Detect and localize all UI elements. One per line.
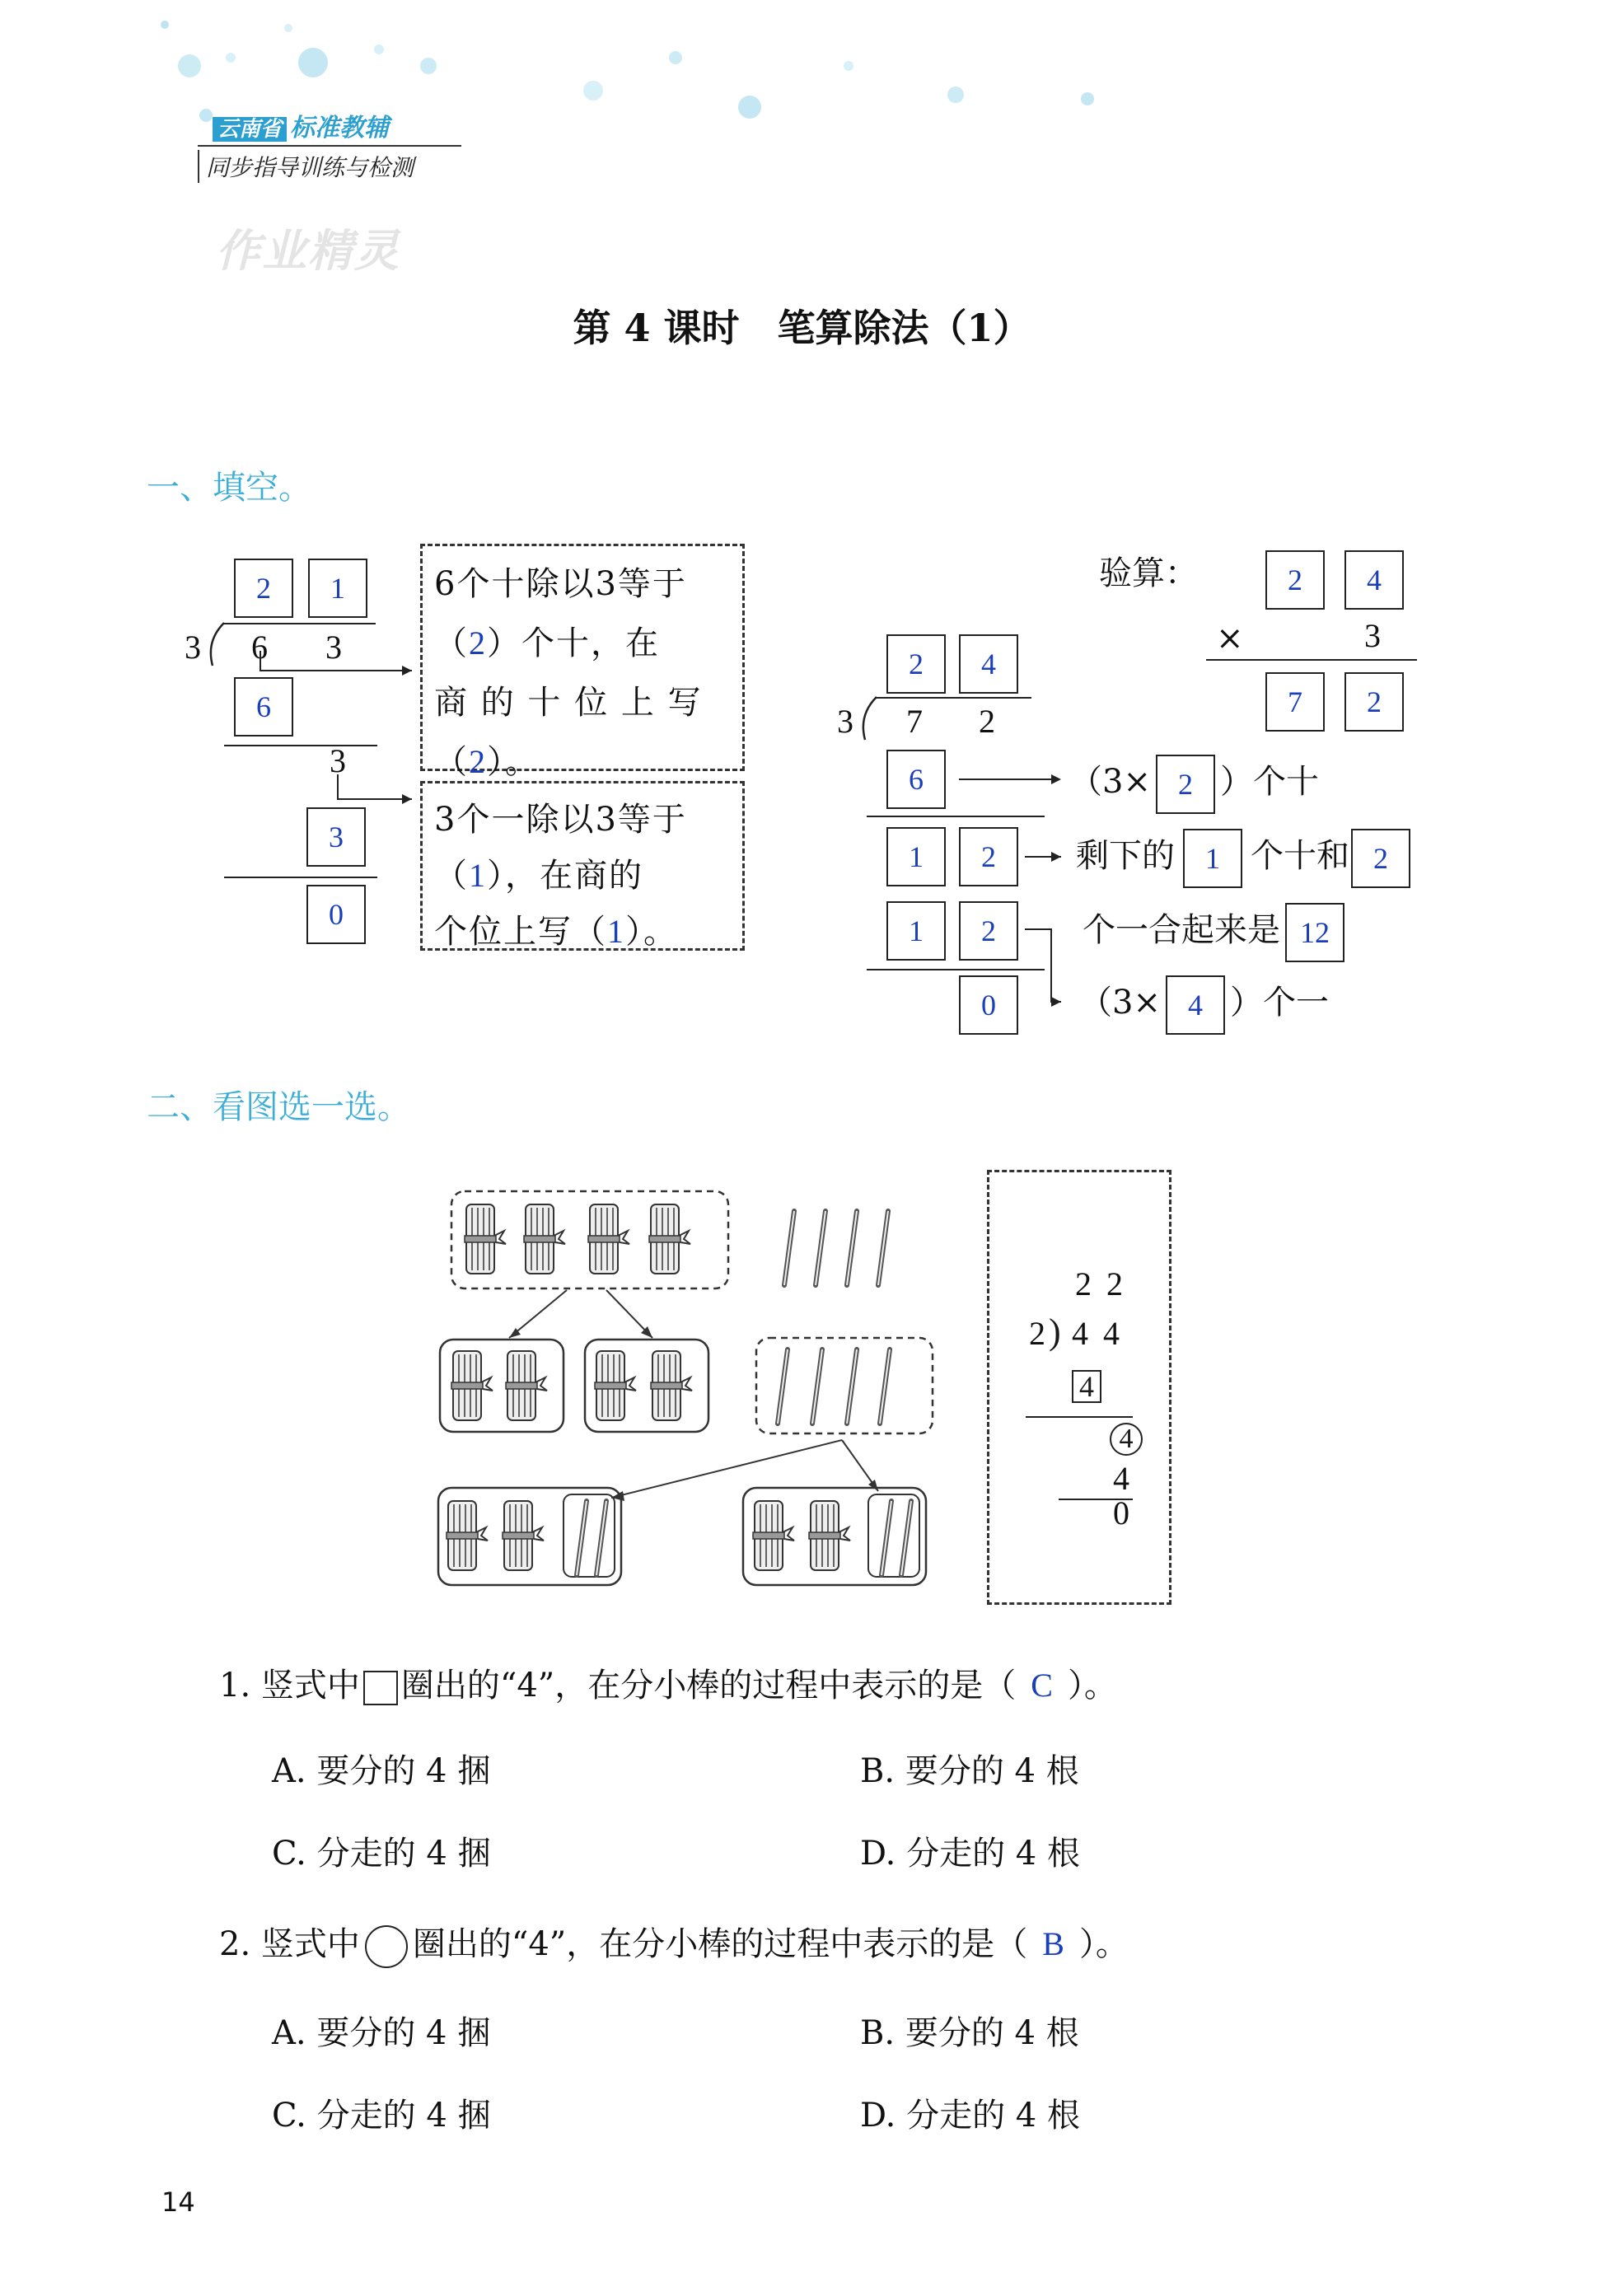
q2-answer: B [1042,1925,1064,1962]
calc-boxed-four: 4 [1072,1370,1101,1403]
q1-option-c: C. 分走的 4 捆 [272,1835,491,1873]
quotient-ones-box: 1 [308,559,367,618]
ann2: 剩下的 1 个十和 2 [1076,829,1410,888]
check-line [1206,659,1417,661]
calc-step: 4 [1113,1460,1129,1497]
left-arrows [247,651,428,824]
r-step2-tens: 1 [886,901,946,961]
dividend-ones: 3 [325,629,342,666]
brand-badge [213,107,389,143]
note1-line3: 商 的 十 位 上 写 [434,684,703,722]
calc-line-1 [1026,1416,1133,1418]
section2-heading: 二、看图选一选。 [147,1088,410,1126]
header-rule [198,145,461,147]
r-division-bracket [853,694,886,743]
watermark: 作业精灵 [216,225,400,277]
r-division-bar [875,697,1031,699]
q2-option-d: D. 分走的 4 根 [860,2097,1080,2135]
r-dividend-ones: 2 [979,703,995,740]
check-label: 验算： [1099,554,1198,592]
ann2-box2: 2 [1351,829,1410,888]
ann3-box: 12 [1285,903,1344,962]
step1-box: 6 [234,677,293,736]
q2-option-a: A. 要分的 4 捆 [272,2014,491,2052]
times-sign: × [1216,620,1244,657]
check-result-ones: 2 [1344,672,1404,732]
r-step1-box: 6 [886,750,946,809]
note2-line3: 个位上写（1）。 [434,913,678,951]
question-1: 1. 竖式中 圈出的“4”，在分小棒的过程中表示的是（ C ）。 [219,1667,1117,1704]
page-title: 第 4 课时 笔算除法（1） [573,306,1031,350]
check-top-ones: 4 [1344,550,1404,610]
section1-heading: 一、填空。 [147,469,311,507]
question-2: 2. 竖式中 圈出的“4”，在分小棒的过程中表示的是（ B ）。 [219,1918,1129,1968]
page-number: 14 [161,2186,195,2218]
note2-answer2: 1 [607,913,625,950]
note1-line1: 6个十除以3等于 [434,565,687,603]
r-dividend-tens: 7 [906,703,923,740]
subtract-line-2 [224,877,377,878]
division-bracket [201,620,234,669]
dividend-tens: 6 [251,629,268,666]
r-rem-ones: 2 [959,827,1018,886]
calc-circled-four: 4 [1110,1423,1143,1456]
ann3: 个一合起来是 12 [1083,903,1344,962]
note-box-1 [420,544,745,781]
note-box-2 [420,781,745,951]
q1-answer: C [1031,1667,1053,1704]
circle-symbol [365,1925,408,1968]
calc-quotient: 2 2 [1075,1265,1126,1302]
r-quotient-tens: 2 [886,634,946,694]
note2-line1: 3个一除以3等于 [434,801,687,839]
r-rem-tens: 1 [886,827,946,886]
r-divisor: 3 [837,703,853,740]
note2-line2: （1），在商的 [434,857,643,895]
note2-answer1: 1 [469,857,487,894]
calc-box [987,1170,1171,1605]
q1-option-a: A. 要分的 4 捆 [272,1752,491,1790]
remainder1: 3 [330,742,346,779]
note1-answer1: 2 [469,624,487,662]
header-decoration-right [494,33,1153,132]
calc-divisor: 2 [1029,1315,1045,1352]
brand-subtitle: 同步指导训练与检测 [198,150,414,183]
brand-name: 标准教辅 [290,114,390,143]
step2-box: 3 [306,807,366,867]
ann4: （3× 4 ）个一 [1079,975,1329,1035]
ann4-box: 4 [1166,975,1225,1035]
check-top-tens: 2 [1265,550,1325,610]
divisor: 3 [185,629,201,666]
r-quotient-ones: 4 [959,634,1018,694]
ann1-box: 2 [1156,755,1215,814]
note1-line4: （2）。 [434,743,540,781]
calc-dividend: 4 4 [1072,1315,1123,1352]
calc-bracket: ) [1049,1312,1061,1352]
q1-option-b: B. 要分的 4 根 [860,1752,1079,1790]
q2-option-c: C. 分走的 4 捆 [272,2097,491,2135]
division-bar [222,623,376,624]
calc-final: 0 [1113,1494,1129,1531]
quotient-tens-box: 2 [234,559,293,618]
check-multiplier: 3 [1364,617,1381,654]
q2-option-b: B. 要分的 4 根 [860,2014,1079,2052]
square-symbol [363,1671,398,1705]
q1-option-d: D. 分走的 4 根 [860,1835,1080,1873]
note1-line2: （2）个十，在 [434,624,660,662]
right-arrows [956,758,1071,1022]
final-box: 0 [306,885,366,944]
sticks-illustration [428,1162,939,1598]
check-result-tens: 7 [1265,672,1325,732]
ann2-box1: 1 [1183,829,1242,888]
ann1: （3× 2 ）个十 [1069,755,1319,814]
r-final-box: 0 [959,975,1018,1035]
r-step2-ones: 2 [959,901,1018,961]
note1-answer2: 2 [469,743,487,780]
brand-tag: 云南省 [213,117,287,142]
